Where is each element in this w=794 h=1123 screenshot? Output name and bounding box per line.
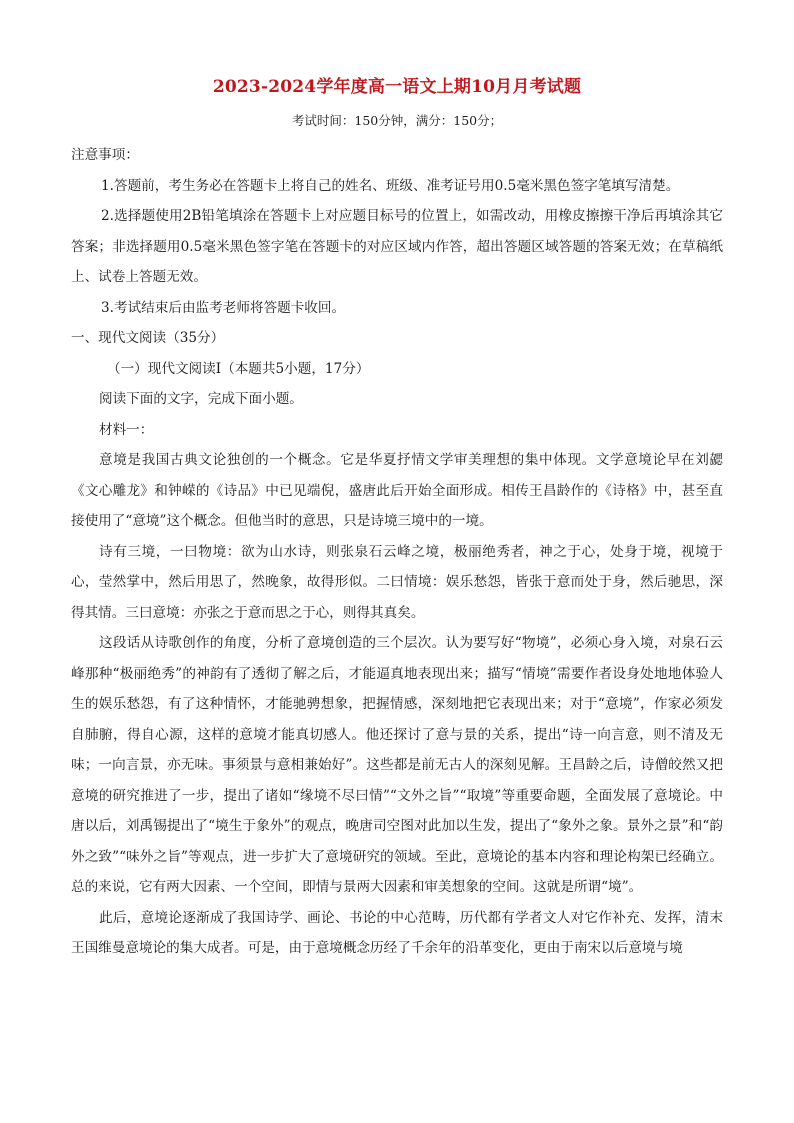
exam-info: 考试时间：150分钟，满分：150分；	[291, 113, 503, 128]
passage-paragraph-1: 意境是我国古典文论独创的一个概念。它是华夏抒情文学审美理想的集中体现。文学意境论早在刘勰《文心雕龙》和钟嵘的《诗品》中已见端倪，盛唐此后开始全面形成。相传王昌龄作的《诗格》中，甚至直接使用了“意境”这个概念。但他当时的意思，只是诗境三境中的一境。	[71, 452, 723, 529]
section-heading: 一、现代文阅读（35分）	[71, 330, 225, 346]
material-label: 材料一：	[99, 421, 154, 438]
reading-instruction: 阅读下面的文字，完成下面小题。	[99, 391, 303, 407]
notice-item-2: 2.选择题使用2B铅笔填涂在答题卡上对应题目标号的位置上，如需改动，用橡皮擦擦干净后再填涂其它答案；非选择题用0.5毫米黑色签字笔在答题卡的对应区域内作答，超出答题区域答题的答案无效；在草稿纸上、试卷上答题无效。	[71, 208, 723, 285]
passage-paragraph-3: 这段话从诗歌创作的角度，分析了意境创造的三个层次。认为要写好“物境”，必须心身入境，对泉石云峰那种“极丽绝秀”的神韵有了透彻了解之后，才能逼真地表现出来；描写“情境”需要作者设身处地地体验人生的娱乐愁怨，有了这种情怀，才能驰骋想象，把握情感，深刻地把它表现出来；对于“意境”，作家必须发自肺腑，得自心源，这样的意境才能真切感人。他还探讨了意与景的关系，提出“诗一向言意，则不清及无味；一向言景，亦无味。事须景与意相兼始好”。这些都是前无古人的深刻见解。王昌龄之后，诗僧皎然又把意境的研究推进了一步，提出了诸如“缘境不尽曰情”“文外之旨”“取境”等重要命题，全面发展了意境论。中唐以后，刘禹锡提出了“境生于象外”的观点，晚唐司空图对此加以生发，提出了“象外之象。景外之景”和“韵外之致”“味外之旨”等观点，进一步扩大了意境研究的领域。至此，意境论的基本内容和理论构架已经确立。总的来说，它有两大因素、一个空间，即情与景两大因素和审美想象的空间。这就是所谓“境”。	[71, 635, 723, 895]
notice-heading: 注意事项：	[71, 147, 139, 163]
notice-item-1: 1.答题前，考生务必在答题卡上将自己的姓名、班级、准考证号用0.5毫米黑色签字笔填写清楚。	[101, 177, 680, 194]
exam-body	[71, 140, 723, 964]
subsection-heading: （一）现代文阅读Ⅰ（本题共5小题，17分）	[107, 360, 370, 377]
passage-paragraph-2: 诗有三境，一曰物境：欲为山水诗，则张泉石云峰之境，极丽绝秀者，神之于心，处身于境，视境于心，莹然掌中，然后用思了，然晚象，故得形似。二曰情境：娱乐愁怨，皆张于意而处于身，然后驰思，深得其情。三曰意境：亦张之于意而思之于心，则得其真矣。	[71, 543, 723, 621]
exam-title: 2023-2024学年度高一语文上期10月月考试题	[212, 77, 582, 97]
notice-item-3: 3.考试结束后由监考老师将答题卡收回。	[101, 299, 346, 316]
passage-paragraph-4: 此后，意境论逐渐成了我国诗学、画论、书论的中心范畴，历代都有学者文人对它作补充、发挥，清末王国维曼意境论的集大成者。可是，由于意境概念历经了千余年的沿革变化，更由于南宋以后意境与境	[71, 909, 723, 956]
